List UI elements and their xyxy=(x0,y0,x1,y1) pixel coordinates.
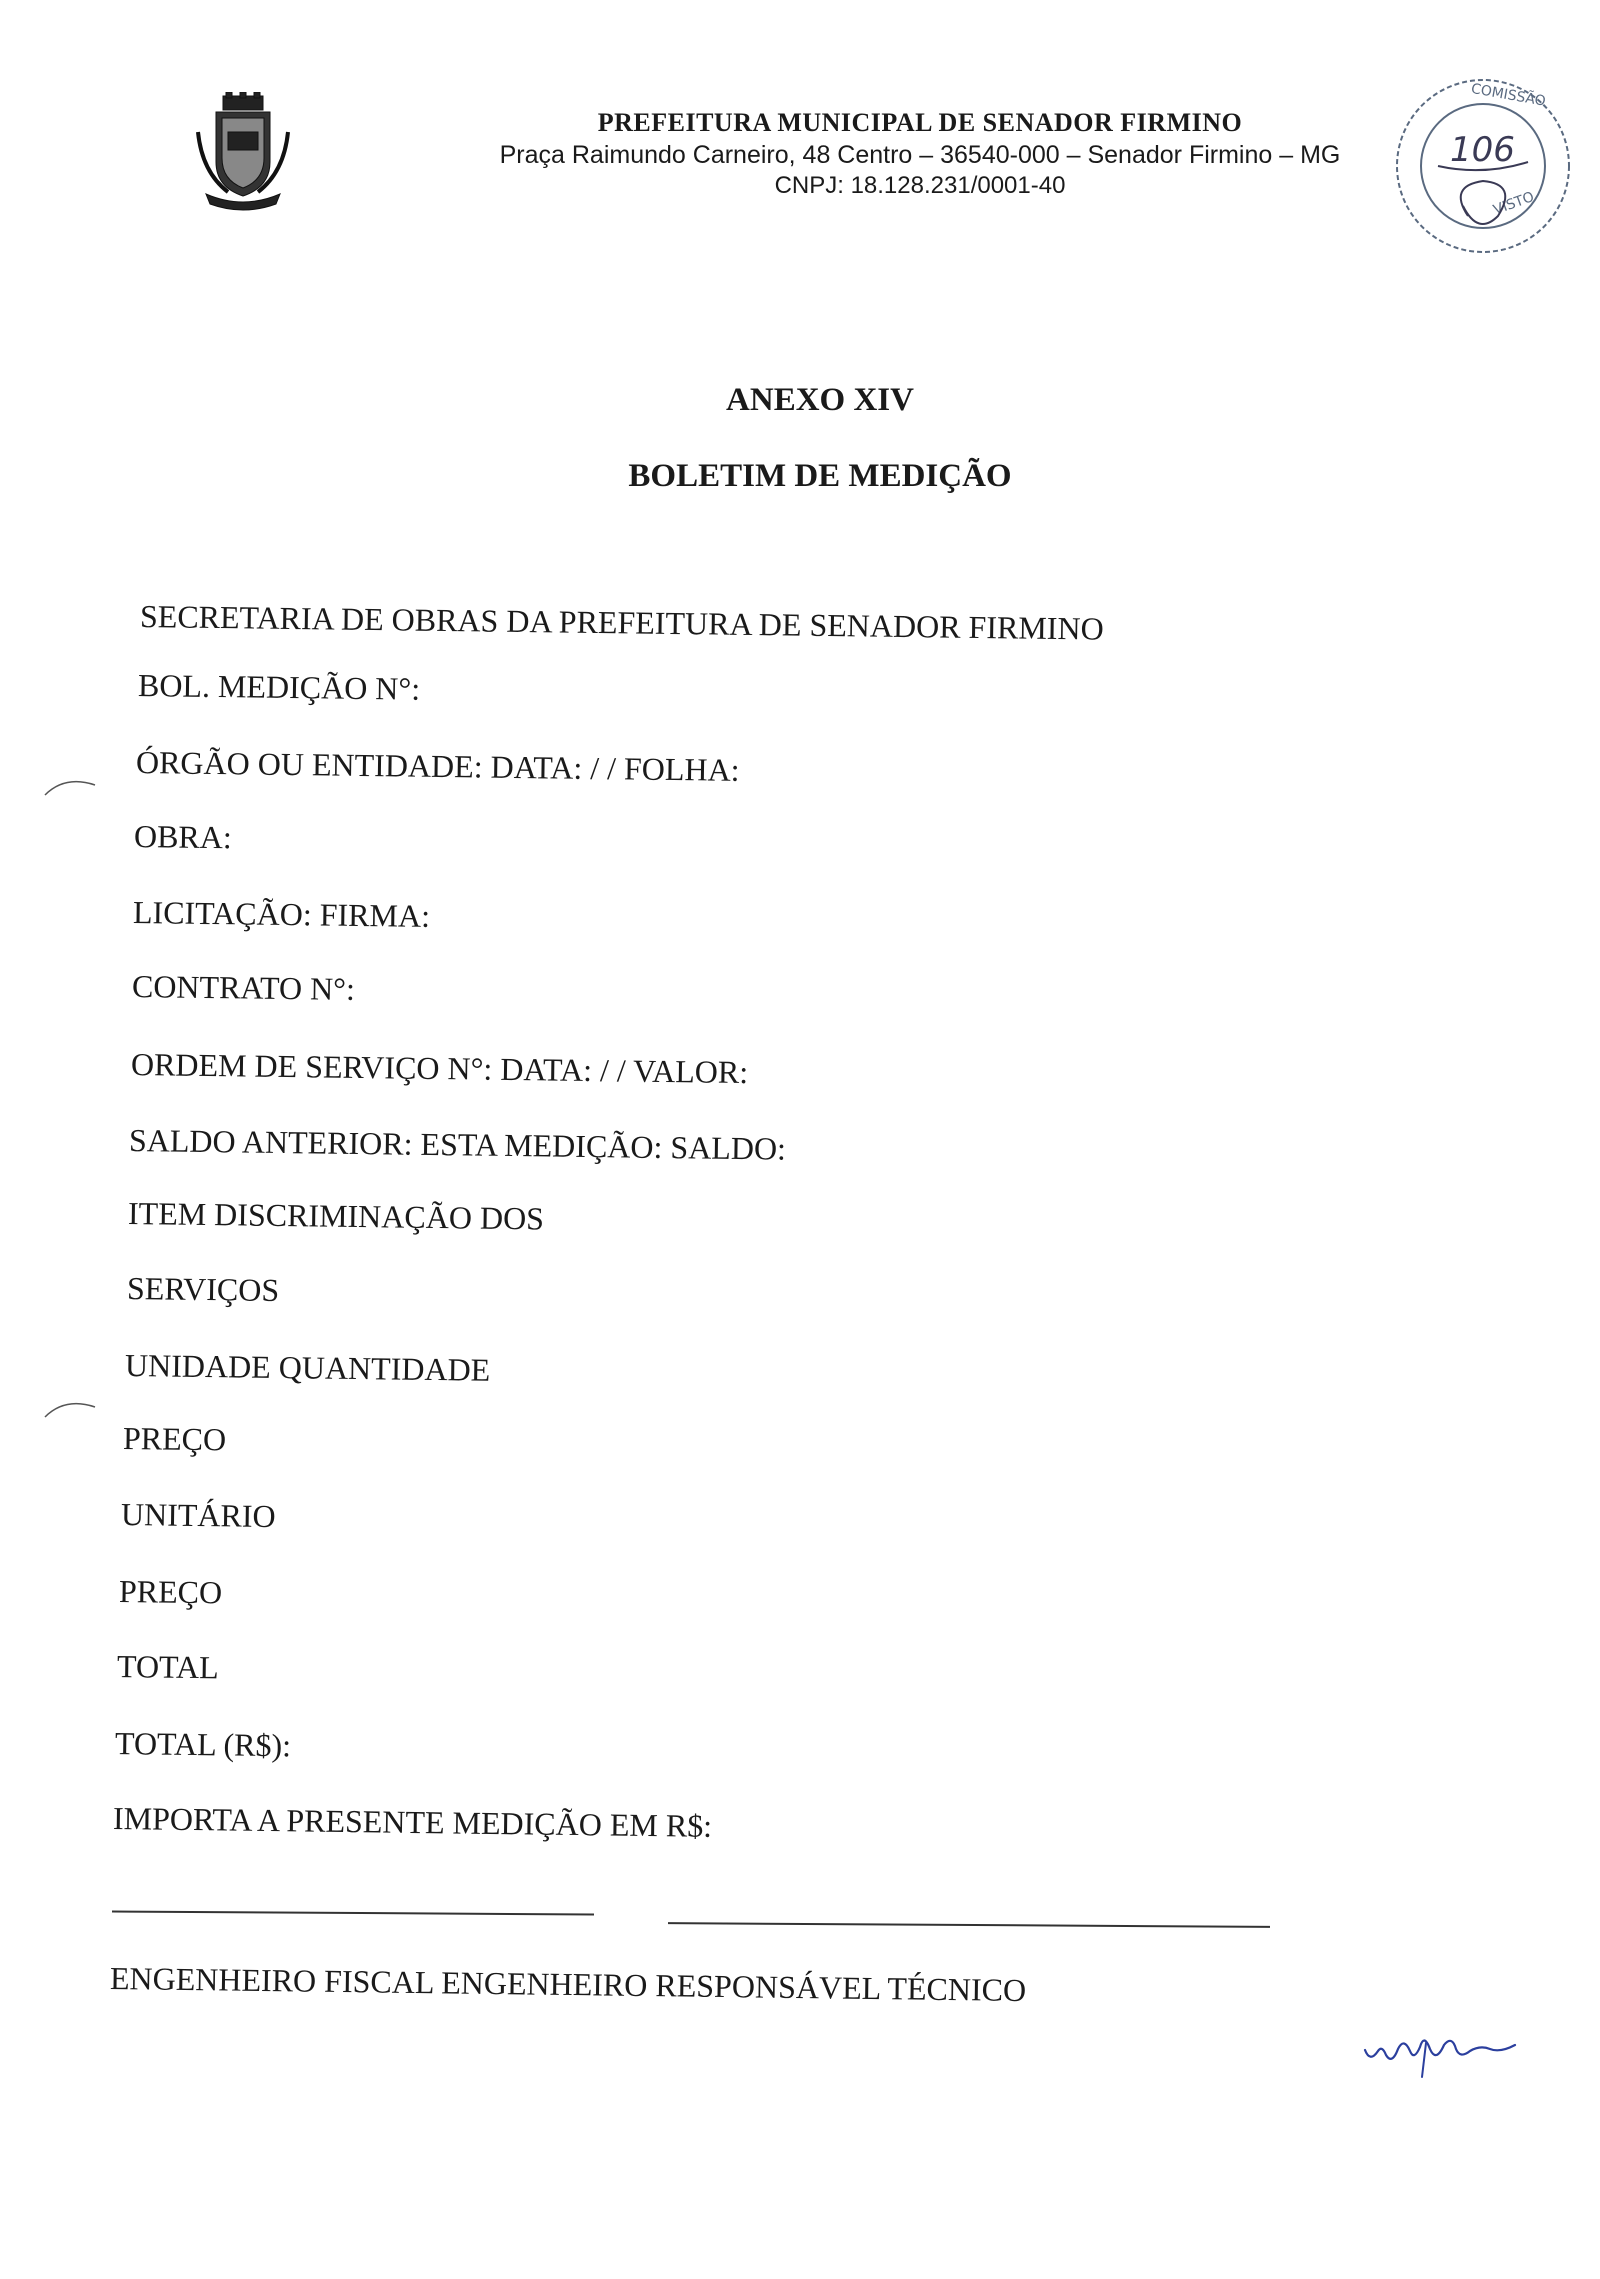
svg-text:COMISSÃO: COMISSÃO xyxy=(1469,80,1547,110)
form-line-preco-1: PREÇO xyxy=(122,1420,227,1458)
annex-title: ANEXO XIV xyxy=(726,382,914,418)
form-line-licitacao: LICITAÇÃO: FIRMA: xyxy=(132,894,431,934)
municipal-crest-logo xyxy=(188,92,298,212)
form-line-importa: IMPORTA A PRESENTE MEDIÇÃO EM R$: xyxy=(112,1800,713,1844)
form-line-orgao: ÓRGÃO OU ENTIDADE: DATA: / / FOLHA: xyxy=(135,744,740,788)
form-line-contrato: CONTRATO N°: xyxy=(131,968,356,1007)
form-line-unitario: UNITÁRIO xyxy=(120,1496,276,1535)
signature-labels: ENGENHEIRO FISCAL ENGENHEIRO RESPONSÁVEL TÉCNICO xyxy=(109,1960,1027,2008)
form-line-obra: OBRA: xyxy=(133,818,233,856)
document-title: BOLETIM DE MEDIÇÃO xyxy=(628,458,1012,494)
form-line-servicos: SERVIÇOS xyxy=(126,1270,280,1308)
form-line-total: TOTAL xyxy=(116,1648,219,1686)
header-cnpj: CNPJ: 18.128.231/0001-40 xyxy=(774,172,1066,199)
header-title: PREFEITURA MUNICIPAL DE SENADOR FIRMINO xyxy=(597,108,1243,137)
form-line-preco-2: PREÇO xyxy=(118,1573,223,1611)
form-line-item: ITEM DISCRIMINAÇÃO DOS xyxy=(127,1195,545,1237)
margin-punch-mark xyxy=(40,770,100,800)
handwritten-rubric xyxy=(1360,2015,1520,2085)
signature-line-responsavel xyxy=(668,1922,1270,1928)
svg-text:VISTO: VISTO xyxy=(1491,188,1537,219)
form-line-saldo: SALDO ANTERIOR: ESTA MEDIÇÃO: SALDO: xyxy=(128,1122,787,1167)
form-line-total-rs: TOTAL (R$): xyxy=(114,1725,292,1764)
form-line-boletim-numero: BOL. MEDIÇÃO N°: xyxy=(137,667,421,707)
form-line-unidade: UNIDADE QUANTIDADE xyxy=(124,1347,491,1388)
commission-stamp xyxy=(1388,66,1578,266)
signature-line-fiscal xyxy=(112,1911,594,1916)
form-line-ordem-servico: ORDEM DE SERVIÇO N°: DATA: / / VALOR: xyxy=(130,1046,749,1091)
form-line-secretaria: SECRETARIA DE OBRAS DA PREFEITURA DE SENADOR FIRMINO xyxy=(139,598,1104,647)
header-address: Praça Raimundo Carneiro, 48 Centro – 36540-000 – Senador Firmino – MG xyxy=(499,141,1341,169)
svg-text:106: 106 xyxy=(1450,130,1515,170)
margin-punch-mark xyxy=(40,1392,100,1422)
